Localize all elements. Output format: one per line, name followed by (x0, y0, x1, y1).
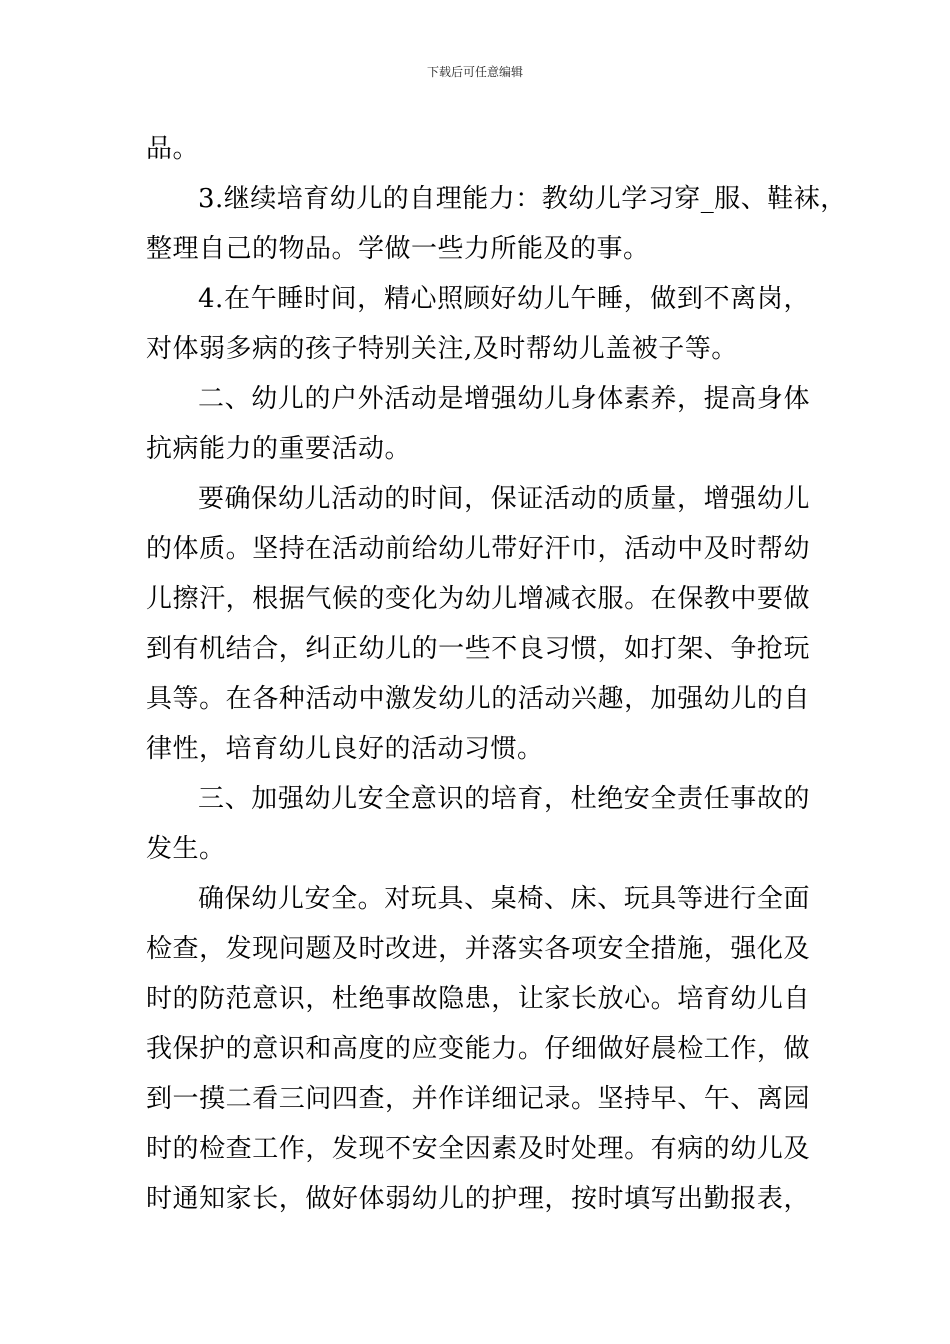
text-line: 要确保幼儿活动的时间，保证活动的质量，增强幼儿 (198, 484, 810, 514)
text-line: 品。 (146, 134, 200, 164)
text-line: 儿擦汗，根据气候的变化为幼儿增减衣服。在保教中要做 (146, 584, 810, 614)
text-line: 三、加强幼儿安全意识的培育，杜绝安全责任事故的 (198, 784, 810, 814)
document-body (146, 124, 847, 1224)
text-line: 时的防范意识，杜绝事故隐患，让家长放心。培育幼儿自 (146, 984, 810, 1014)
text-line: 时的检查工作，发现不安全因素及时处理。有病的幼儿及 (146, 1134, 810, 1164)
text-line: 的体质。坚持在活动前给幼儿带好汗巾，活动中及时帮幼 (146, 534, 810, 564)
text-line: 检查，发现问题及时改进，并落实各项安全措施，强化及 (146, 934, 810, 964)
text-line: 到有机结合，纠正幼儿的一些不良习惯，如打架、争抢玩 (146, 634, 810, 664)
text-line: 具等。在各种活动中激发幼儿的活动兴趣，加强幼儿的自 (146, 684, 810, 714)
text-line: 到一摸二看三问四查，并作详细记录。坚持早、午、离园 (146, 1084, 810, 1114)
text-line: 发生。 (146, 834, 226, 864)
text-line: 4.在午睡时间，精心照顾好幼儿午睡，做到不离岗， (198, 284, 810, 314)
text-line: 3.继续培育幼儿的自理能力：教幼儿学习穿_服、鞋袜， (198, 184, 847, 214)
text-line: 时通知家长，做好体弱幼儿的护理，按时填写出勤报表， (146, 1184, 810, 1214)
text-line: 整理自己的物品。学做一些力所能及的事。 (146, 234, 650, 264)
text-line: 我保护的意识和高度的应变能力。仔细做好晨检工作，做 (146, 1034, 810, 1064)
text-line: 对体弱多病的孩子特别关注,及时帮幼儿盖被子等。 (146, 334, 738, 364)
text-line: 律性，培育幼儿良好的活动习惯。 (146, 734, 544, 764)
page-header: 下载后可任意编辑 (426, 65, 523, 79)
text-line: 抗病能力的重要活动。 (146, 434, 412, 464)
text-line: 确保幼儿安全。对玩具、桌椅、床、玩具等进行全面 (198, 884, 810, 914)
text-line: 二、幼儿的户外活动是增强幼儿身体素养，提高身体 (198, 384, 810, 414)
